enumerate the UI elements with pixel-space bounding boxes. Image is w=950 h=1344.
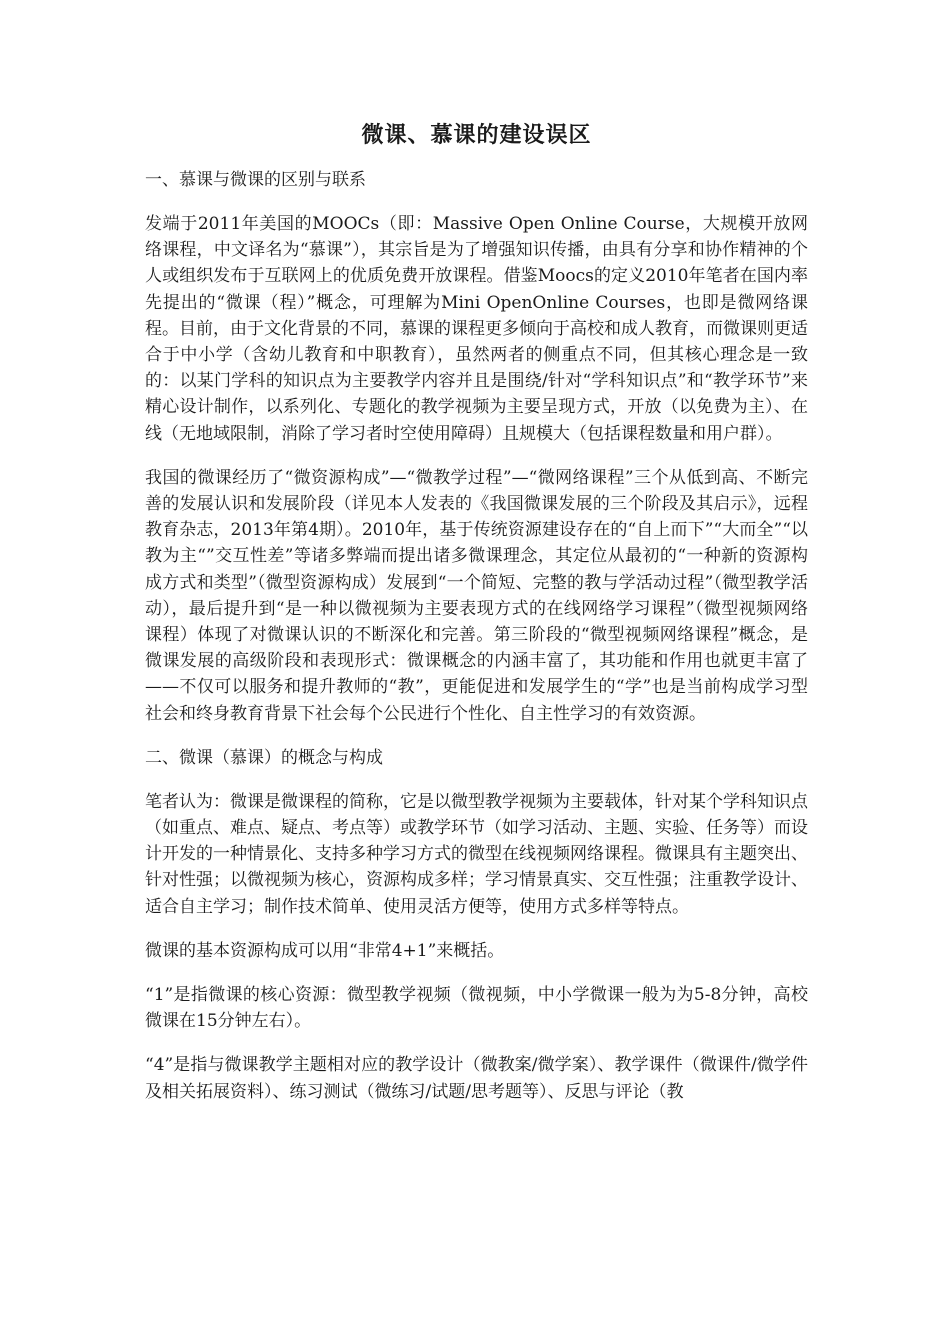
section-heading-2: 二、微课（慕课）的概念与构成 xyxy=(145,747,383,768)
paragraph-2: 我国的微课经历了“微资源构成”—“微教学过程”—“微网络课程”三个从低到高、不断完善的发展认识和发展阶段（详见本人发表的《我国微课发展的三个阶段及其启示》，远程教育杂志，2013年第4期）。2010年，基于传统资源建设存在的“自上而下”“大而全”“以教为主“”交互性差”等诸多弊端而提出诸多微课理念，其定位从最初的“一种新的资源构成方式和类型”（微型资源构成）发展到“一个简短、完整的教与学活动过程”（微型教学活动），最后提升到“是一种以微视频为主要表现方式的在线网络学习课程”（微型视频网络课程）体现了对微课认识的不断深化和完善。第三阶段的“微型视频网络课程”概念，是微课发展的高级阶段和表现形式：微课概念的内涵丰富了，其功能和作用也就更丰富了——不仅可以服务和提升教师的“教”，更能促进和发展学生的“学”也是当前构成学习型社会和终身教育背景下社会每个公民进行个性化、自主性学习的有效资源。 xyxy=(145,467,808,724)
document-title: 微课、慕课的建设误区 xyxy=(361,122,592,148)
paragraph-3: 笔者认为：微课是微课程的简称，它是以微型教学视频为主要载体，针对某个学科知识点（如重点、难点、疑点、考点等）或教学环节（如学习活动、主题、实验、任务等）而设计开发的一种情景化、支持多种学习方式的微型在线视频网络课程。微课具有主题突出、针对性强；以微视频为核心，资源构成多样；学习情景真实、交互性强；注重教学设计、适合自主学习；制作技术简单、使用灵活方便等，使用方式多样等特点。 xyxy=(145,791,808,917)
paragraph-6: “4”是指与微课教学主题相对应的教学设计（微教案/微学案）、教学课件（微课件/微学件及相关拓展资料）、练习测试（微练习/试题/思考题等）、反思与评论（教 xyxy=(145,1055,808,1102)
paragraph-1: 发端于2011年美国的MOOCs（即：Massive Open Online Course，大规模开放网络课程，中文译名为“慕课”），其宗旨是为了增强知识传播，由具有分享和协作精神的个人或组织发布于互联网上的优质免费开放课程。借鉴Moocs的定义2010年笔者在国内率先提出的“微课（程）”概念，可理解为Mini OpenOnline Courses，也即是微网络课程。目前，由于文化背景的不同，慕课的课程更多倾向于高校和成人教育，而微课则更适合于中小学（含幼儿教育和中职教育），虽然两者的侧重点不同，但其核心理念是一致的：以某门学科的知识点为主要教学内容并且是围绕/针对“学科知识点”和“教学环节”来精心设计制作，以系列化、专题化的教学视频为主要呈现方式，开放（以免费为主）、在线（无地域限制，消除了学习者时空使用障碍）且规模大（包括课程数量和用户群）。 xyxy=(145,214,808,444)
document-page xyxy=(145,118,808,1123)
section-heading-1: 一、慕课与微课的区别与联系 xyxy=(145,170,366,190)
paragraph-4: 微课的基本资源构成可以用“非常4+1”来概括。 xyxy=(145,940,505,961)
paragraph-5: “1”是指微课的核心资源：微型教学视频（微视频，中小学微课一般为为5-8分钟，高校微课在15分钟左右）。 xyxy=(145,985,808,1032)
